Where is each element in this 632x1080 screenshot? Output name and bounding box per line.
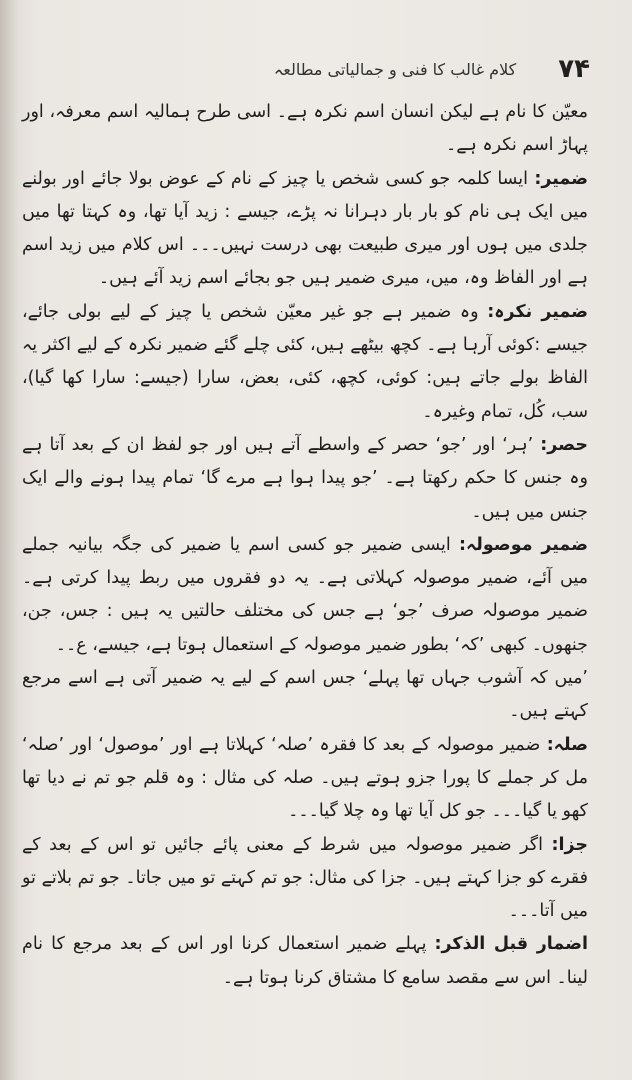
- paragraph-term: جزا:: [551, 834, 588, 855]
- paragraph-text: ’ہر‘ اور ’جو‘ حصر کے واسطے آتے ہیں اور جو لفظ ان کے بعد آتا ہے وہ جنس کا حکم رکھتا ہے۔ ’جو پیدا ہوا ہے مرے گا‘ تمام پیدا ہونے والے ایک جنس میں ہیں۔: [22, 434, 588, 522]
- running-title: کلام غالب کا فنی و جمالیاتی مطالعہ: [273, 59, 517, 79]
- paragraph-verse-example: [22, 662, 588, 729]
- paragraph-term: حصر:: [540, 434, 588, 455]
- paragraph-zameer-mausoola: [22, 529, 588, 662]
- paragraph-zameer-nakra: [22, 296, 588, 429]
- page-number: ۷۴: [558, 54, 590, 84]
- paragraph-term: ضمیر موصولہ:: [459, 534, 588, 555]
- paragraph-sila: [22, 729, 588, 829]
- paragraph-izmar: [22, 928, 588, 995]
- paragraph-text: پہلے ضمیر استعمال کرنا اور اس کے بعد مرجع کا نام لینا۔ اس سے مقصد سامع کا مشتاق کرنا ہوتا ہے۔: [22, 934, 588, 988]
- paragraph-zameer: [22, 163, 588, 296]
- body-text: [22, 96, 588, 995]
- paragraph-text: ایسا کلمہ جو کسی شخص یا چیز کے نام کے عوض بولا جائے اور بولنے میں ایک ہی نام کو بار بار دہرانا نہ پڑے، جیسے : زید آیا تھا، وہ کہتا تھا میں جلدی میں ہوں اور میری طبیعت بھی درست نہیں۔۔۔ اس کلام میں زید اسم ہے اور الفاظ وہ، میں، میری ضمیر ہیں جو بجائے اسم زید آئے ہیں۔: [22, 168, 588, 289]
- paragraph-term: ضمیر:: [534, 168, 588, 189]
- paragraph-text: ’میں کہ آشوب جہاں تھا پہلے‘ جس اسم کے لیے یہ ضمیر آتی ہے اسے مرجع کہتے ہیں۔: [22, 668, 588, 722]
- header-rule: [44, 88, 588, 89]
- paragraph-text: اگر ضمیر موصولہ میں شرط کے معنی پائے جائیں تو اس کے بعد کے فقرے کو جزا کہتے ہیں۔ جزا کی مثال: جو تم کہتے تو میں جاتا۔ جو تم بلاتے تو میں آتا۔۔۔: [22, 834, 588, 922]
- paragraph-hasr: [22, 429, 588, 529]
- paragraph-ism-nakra: [22, 96, 588, 163]
- paragraph-term: اضمار قبل الذکر:: [434, 934, 589, 955]
- paragraph-term: ضمیر نکرہ:: [487, 301, 589, 322]
- paragraph-term: صلہ:: [546, 734, 588, 755]
- paragraph-text: ایسی ضمیر جو کسی اسم یا ضمیر کی جگہ بیانیہ جملے میں آئے، ضمیر موصولہ کہلاتی ہے۔ یہ دو فقروں میں ربط پیدا کرتی ہے۔ ضمیر موصولہ صرف ’جو‘ ہے جس کی مختلف حالتیں یہ ہیں : جس، جن، جنھوں۔ کبھی ’کہ‘ بطور ضمیر موصولہ کے استعمال ہوتا ہے، جیسے، ع۔۔: [22, 534, 588, 655]
- paragraph-text: ضمیر موصولہ کے بعد کا فقرہ ’صلہ‘ کہلاتا ہے اور ’موصول‘ اور ’صلہ‘ مل کر جملے کا پورا جزو ہوتے ہیں۔ صلہ کی مثال : وہ قلم جو تم نے دیا تھا کھو یا گیا۔۔۔ جو کل آیا تھا وہ چلا گیا۔۔۔: [22, 734, 588, 822]
- page-gutter-shadow: [0, 0, 18, 1080]
- paragraph-text: وہ ضمیر ہے جو غیر معیّن شخص یا چیز کے لیے بولی جائے، جیسے :کوئی آرہا ہے۔ کچھ بیٹھے ہیں، کئی چلے گئے ضمیر نکرہ کے لیے اکثر یہ الفاظ بولے جاتے ہیں: کوئی، کچھ، کئی، بعض، سارا (جیسے: سارا کھا گیا)، سب، کُل، تمام وغیرہ۔: [22, 301, 588, 422]
- paragraph-jaza: [22, 829, 588, 929]
- page-header: [60, 52, 590, 86]
- paragraph-text: معیّن کا نام ہے لیکن انسان اسم نکرہ ہے۔ اسی طرح ہمالیہ اسم معرفہ، اور پہاڑ اسم نکرہ ہے۔: [22, 102, 588, 156]
